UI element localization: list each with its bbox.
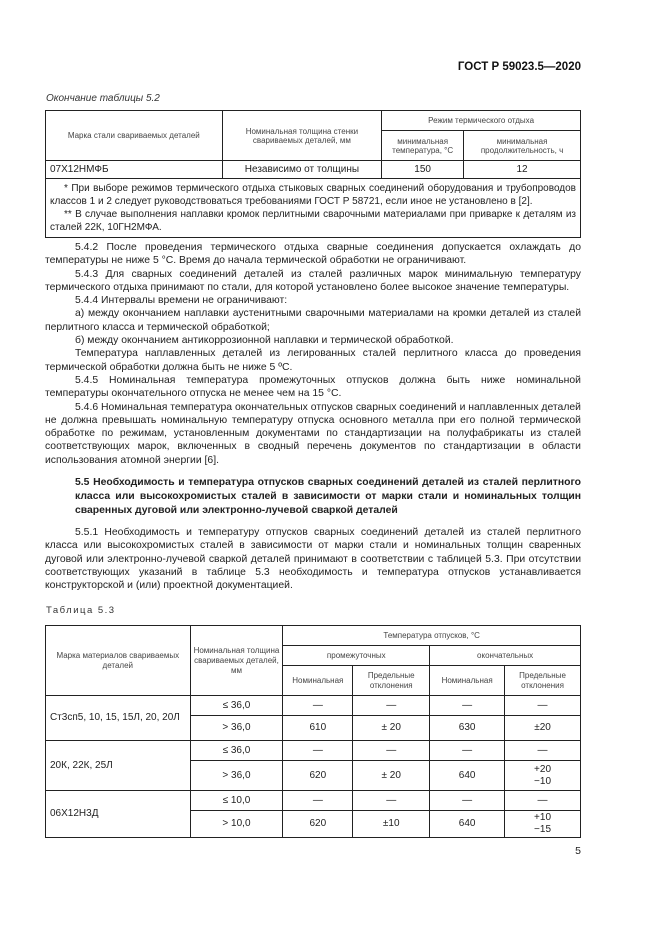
cell: — bbox=[505, 791, 581, 811]
table-5-3-caption: Таблица 5.3 bbox=[46, 605, 116, 616]
page-number: 5 bbox=[575, 845, 581, 857]
header-nominal: Номинальная bbox=[283, 666, 353, 696]
header-temp: Температура отпусков, °С bbox=[283, 626, 581, 646]
table-5-2 bbox=[45, 110, 581, 238]
header-intermediate: промежуточных bbox=[283, 646, 430, 666]
table-5-3 bbox=[45, 625, 581, 838]
paragraph: б) между окончанием антикоррозионной наплавки и термической обработкой. bbox=[75, 335, 454, 347]
cell: — bbox=[283, 696, 353, 716]
note-2: ** В случае выполнения наплавки кромок перлитными сварочными материалами при приварке к деталям из сталей 22К, 10ГН2МФА. bbox=[50, 209, 576, 233]
cell: ≤ 10,0 bbox=[190, 791, 283, 811]
cell: — bbox=[283, 741, 353, 761]
section-heading: 5.5 Необходимость и температура отпусков сварных соединений деталей из сталей перлитного класса или высокохромистых сталей в зависимости от марки стали и номинальных толщин сваренных дуговой или электронно-лучевой сваркой деталей bbox=[75, 477, 581, 517]
table-notes bbox=[46, 179, 581, 238]
note-1: * При выборе режимов термического отдыха стыковых сварных соединений оборудования и трубопроводов классов 1 и 2 следует руководствоваться требованиями ГОСТ Р 58721, если иное не установлено в [2]. bbox=[50, 183, 576, 207]
paragraph: Температура наплавленных деталей из легированных сталей перлитного класса до проведения термической обработки должна быть не ниже 5 ºС. bbox=[45, 348, 581, 373]
cell-material: 20К, 22К, 25Л bbox=[46, 741, 191, 791]
paragraph: 5.5.1 Необходимость и температуру отпусков сварных соединений деталей из сталей перлитного класса или высокохромистых сталей в зависимости от марки стали и номинальных толщин сваренных дуговой или электронно-лучевой сваркой деталей принимают в соответствии с таблицей 5.3. При отсутствии соответствующих указаний в таблице 5.3 необходимость и температура отпусков устанавливается конструкторской и (или) проектной документацией. bbox=[45, 527, 581, 592]
header-min-duration: минимальная продолжительность, ч bbox=[464, 131, 581, 161]
header-min-temp: минимальная температура, °С bbox=[382, 131, 464, 161]
paragraph: 5.4.5 Номинальная температура промежуточных отпусков должна быть ниже номинальной температуры окончательного отпуска не менее чем на 15 °С. bbox=[45, 374, 581, 400]
cell: — bbox=[430, 741, 505, 761]
cell-thickness: Независимо от толщины bbox=[222, 161, 382, 179]
header-final: окончательных bbox=[430, 646, 581, 666]
cell: — bbox=[353, 741, 430, 761]
cell: — bbox=[430, 791, 505, 811]
table-5-2-caption: Окончание таблицы 5.2 bbox=[46, 93, 160, 104]
cell: 610 bbox=[283, 716, 353, 741]
paragraph: 5.4.4 Интервалы времени не ограничивают: bbox=[75, 295, 288, 307]
cell: ≤ 36,0 bbox=[190, 696, 283, 716]
cell: +20 −10 bbox=[505, 761, 581, 791]
cell-duration: 12 bbox=[464, 161, 581, 179]
cell: +10 −15 bbox=[505, 811, 581, 838]
cell: ± 20 bbox=[353, 716, 430, 741]
cell-steel: 07Х12НМФБ bbox=[46, 161, 223, 179]
header-mode: Режим термического отдыха bbox=[382, 111, 581, 131]
cell: ± 20 bbox=[353, 761, 430, 791]
cell: 630 bbox=[430, 716, 505, 741]
cell: 620 bbox=[283, 761, 353, 791]
cell: ±10 bbox=[353, 811, 430, 838]
cell-temp: 150 bbox=[382, 161, 464, 179]
cell: — bbox=[505, 696, 581, 716]
header-nominal: Номинальная bbox=[430, 666, 505, 696]
header-material: Марка материалов свариваемых деталей bbox=[46, 626, 191, 696]
cell: 640 bbox=[430, 761, 505, 791]
paragraph: 5.4.2 После проведения термического отдыха сварные соединения допускается охлаждать до температуры не ниже 5 °С. Время до начала термической обработки не ограничивают. bbox=[45, 242, 581, 267]
cell: ≤ 36,0 bbox=[190, 741, 283, 761]
cell: > 10,0 bbox=[190, 811, 283, 838]
body-text bbox=[45, 241, 581, 593]
paragraph: 5.4.3 Для сварных соединений деталей из сталей различных марок минимальную температуру термического отдыха принимают по стали, для которой установлено более высокое значение температуры. bbox=[45, 268, 581, 293]
cell: 620 bbox=[283, 811, 353, 838]
cell: > 36,0 bbox=[190, 761, 283, 791]
paragraph: 5.4.6 Номинальная температура окончательных отпусков сварных соединений и наплавленных деталей не должна превышать номинальную температуру отпуска основного металла при его полной термической обработке по режимам, установленным документами по стандартизации на полуфабрикаты из сталей соответствующих марок, включенных в сводный перечень документов по стандартизации в области использования атомной энергии [6]. bbox=[45, 401, 581, 466]
table-row bbox=[46, 161, 581, 179]
cell: ±20 bbox=[505, 716, 581, 741]
header-thickness: Номинальная толщина стенки свариваемых деталей, мм bbox=[222, 111, 382, 161]
header-deviation: Предельные отклонения bbox=[505, 666, 581, 696]
header-deviation: Предельные отклонения bbox=[353, 666, 430, 696]
cell: — bbox=[353, 791, 430, 811]
cell: 640 bbox=[430, 811, 505, 838]
cell: — bbox=[283, 791, 353, 811]
table-row bbox=[46, 741, 581, 761]
cell: > 36,0 bbox=[190, 716, 283, 741]
cell-material: 06Х12Н3Д bbox=[46, 791, 191, 838]
table-row bbox=[46, 791, 581, 811]
cell-material: Ст3сп5, 10, 15, 15Л, 20, 20Л bbox=[46, 696, 191, 741]
header-steel: Марка стали свариваемых деталей bbox=[46, 111, 223, 161]
header-thickness: Номинальная толщина свариваемых деталей, мм bbox=[190, 626, 283, 696]
cell: — bbox=[505, 741, 581, 761]
cell: — bbox=[353, 696, 430, 716]
standard-header: ГОСТ Р 59023.5—2020 bbox=[457, 61, 581, 73]
paragraph: а) между окончанием наплавки аустенитными сварочными материалами на кромки деталей из сталей перлитного класса и термической обработкой; bbox=[45, 308, 581, 333]
cell: — bbox=[430, 696, 505, 716]
table-row bbox=[46, 696, 581, 716]
